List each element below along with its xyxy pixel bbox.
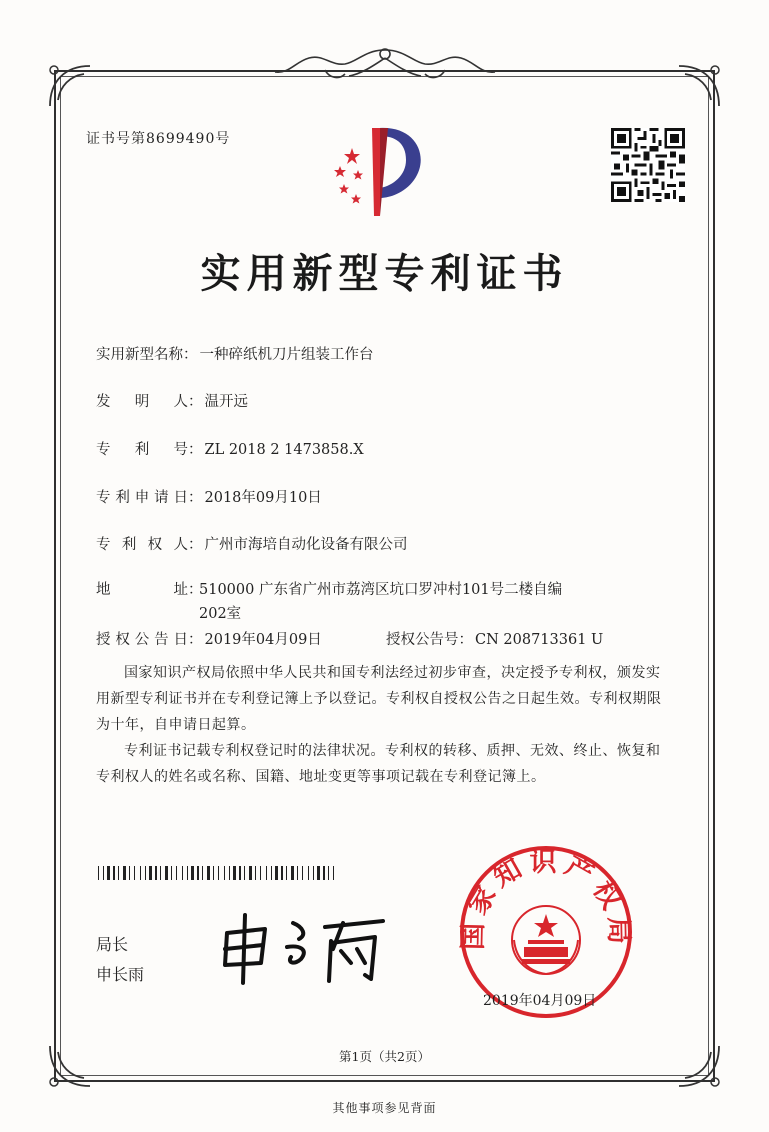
seal-date: 2019年04月09日 <box>483 993 597 1009</box>
footer-note: 其他事项参见背面 <box>332 1101 437 1115</box>
corner-ornament-top-left <box>40 56 100 116</box>
certificate-number: 证书号第8699490号 <box>86 131 231 147</box>
corner-ornament-top-right <box>669 56 729 116</box>
field-value: 510000 广东省广州市荔湾区坑口罗冲村101号二楼自编202室 <box>199 582 563 622</box>
statement-paragraph-2: 专利证书记载专利权登记时的法律状况。专利权的转移、质押、无效、终止、恢复和专利权人的姓名或名称、国籍、地址变更等事项记载在专利登记簿上。 <box>96 743 661 785</box>
director-name: 申长雨 <box>96 965 145 984</box>
field-label: 专利申请日 <box>96 490 188 506</box>
director-title: 局长 <box>96 935 129 954</box>
field-application-date: 专利申请日： 2018年09月10日 <box>96 486 322 507</box>
top-ornament <box>265 44 505 88</box>
field-label: 专利号 <box>96 442 188 458</box>
field-value: ZL 2018 2 1473858.X <box>204 442 364 458</box>
barcode <box>98 866 334 880</box>
field-label: 地址 <box>96 582 188 598</box>
certificate-title: 实用新型专利证书 <box>200 250 569 297</box>
corner-ornament-bottom-right <box>669 1036 729 1096</box>
director-block <box>96 930 144 990</box>
field-value: 2018年09月10日 <box>204 490 322 506</box>
statement-paragraph-1: 国家知识产权局依照中华人民共和国专利法经过初步审查，决定授予专利权，颁发实用新型专利证书并在专利登记簿上予以登记。专利权自授权公告之日起生效。专利权期限为十年，自申请日起算。 <box>96 665 662 733</box>
field-value: 一种碎纸机刀片组装工作台 <box>199 347 374 363</box>
patent-office-emblem <box>322 118 442 222</box>
field-value: CN 208713361 U <box>475 632 604 648</box>
field-grant-number: 授权公告号： CN 208713361 U <box>386 632 604 648</box>
field-label: 发明人 <box>96 394 188 410</box>
corner-ornament-bottom-left <box>40 1036 100 1096</box>
field-inventor: 发明人： 温开远 <box>96 390 248 411</box>
field-value: 温开远 <box>204 394 248 410</box>
field-value: 2019年04月09日 <box>204 632 322 648</box>
field-grant-date: 授权公告日： 2019年04月09日 <box>96 628 322 649</box>
svg-text:国家知识产权局 <box>458 847 634 950</box>
field-label: 授权公告日 <box>96 632 188 648</box>
field-patentee: 专利权人： 广州市海培自动化设备有限公司 <box>96 533 408 554</box>
director-signature <box>215 905 395 985</box>
field-value: 广州市海培自动化设备有限公司 <box>204 537 408 553</box>
field-utility-model-name: 实用新型名称： 一种碎纸机刀片组装工作台 <box>96 347 374 363</box>
field-label: 授权公告号 <box>386 632 459 648</box>
field-label: 专利权人 <box>96 537 188 553</box>
seal-text: 国家知识产权局 <box>458 846 634 951</box>
field-patent-number: 专利号： ZL 2018 2 1473858.X <box>96 438 364 459</box>
page-number: 第1页（共2页） <box>339 1049 430 1064</box>
qr-code <box>611 128 685 202</box>
field-address: 地址： 510000 广东省广州市荔湾区坑口罗冲村101号二楼自编202室 <box>96 578 596 599</box>
field-label: 实用新型名称 <box>96 347 183 363</box>
